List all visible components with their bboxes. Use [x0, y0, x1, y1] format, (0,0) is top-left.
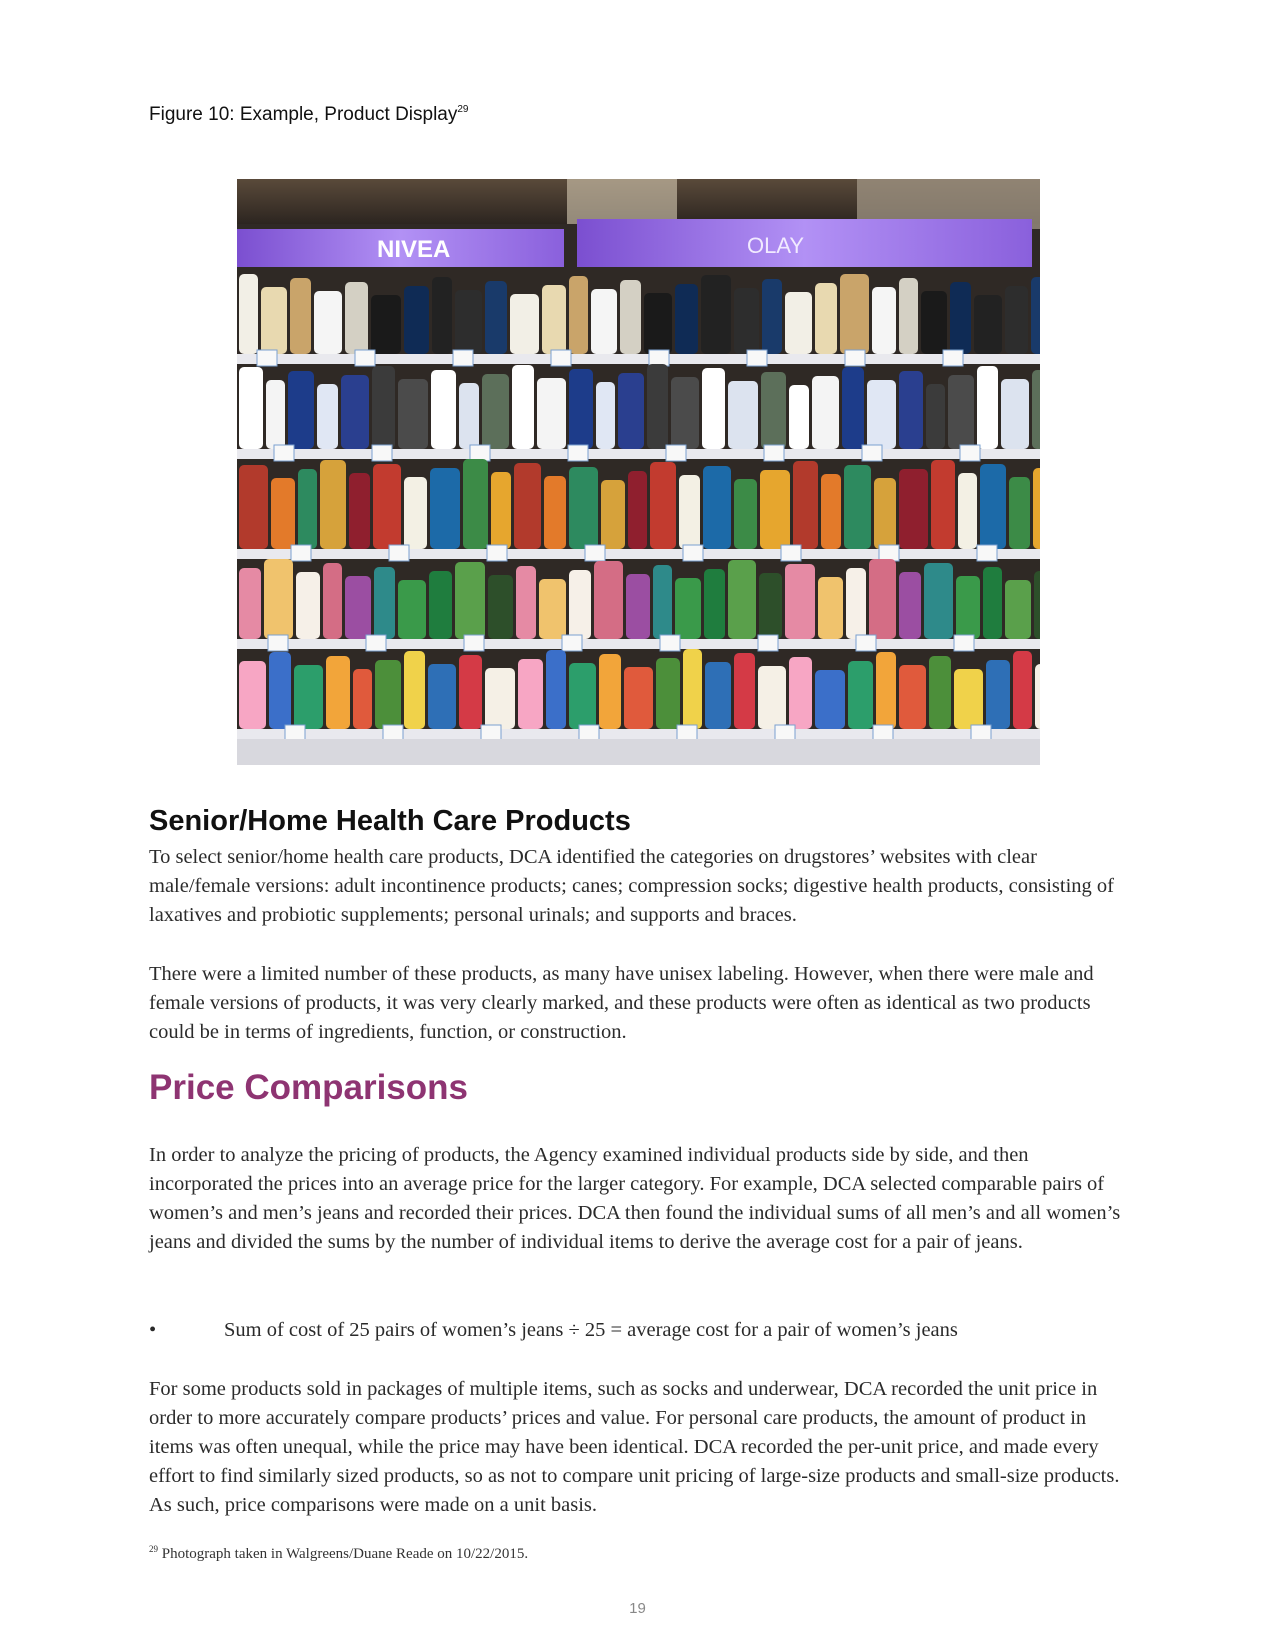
bullet-text: Sum of cost of 25 pairs of women’s jeans ÷ 25 = average cost for a pair of women’s jeans: [224, 1319, 958, 1341]
product-bottle: [294, 665, 323, 729]
product-bottle: [298, 469, 317, 549]
section-heading-senior-health: Senior/Home Health Care Products: [149, 805, 631, 837]
product-bottle: [653, 565, 672, 639]
product-bottle: [872, 287, 896, 354]
product-bottle: [512, 365, 534, 449]
product-bottle: [539, 579, 566, 639]
price-tag: [487, 545, 507, 561]
price-tag: [389, 545, 409, 561]
product-bottle: [842, 367, 864, 449]
product-bottle: [679, 475, 700, 549]
product-bottle: [239, 367, 263, 449]
product-bottle: [675, 284, 698, 354]
product-bottle: [599, 654, 621, 729]
price-tag: [372, 445, 392, 461]
product-bottle: [650, 462, 676, 549]
bullet-symbol: •: [149, 1319, 157, 1341]
product-bottle: [620, 280, 641, 354]
price-tag: [747, 350, 767, 366]
product-bottle: [704, 569, 725, 639]
product-bottle: [514, 463, 541, 549]
product-bottle: [874, 478, 896, 549]
product-bottle: [288, 371, 314, 449]
price-tag: [873, 725, 893, 741]
product-bottle: [404, 286, 429, 354]
product-bottle: [980, 464, 1006, 549]
price-tag: [683, 545, 703, 561]
product-bottle: [510, 294, 539, 354]
product-bottle: [974, 295, 1002, 354]
product-bottle: [821, 474, 841, 549]
product-bottle: [656, 658, 680, 729]
price-tag: [781, 545, 801, 561]
product-bottle: [848, 661, 873, 729]
product-bottle: [626, 574, 650, 639]
ceiling-light: [567, 179, 677, 224]
product-bottle: [812, 376, 839, 449]
product-bottle: [675, 578, 701, 639]
product-bottle: [921, 291, 947, 354]
product-bottle: [591, 289, 617, 354]
product-bottle: [728, 381, 758, 449]
product-bottle: [518, 659, 543, 729]
product-bottle: [986, 660, 1010, 729]
product-bottle: [789, 385, 809, 449]
product-bottle: [815, 670, 845, 729]
product-bottle: [372, 366, 395, 449]
section-heading-price-comparisons: Price Comparisons: [149, 1068, 468, 1107]
product-bottle: [373, 464, 401, 549]
product-bottle: [734, 479, 757, 549]
product-bottle: [542, 285, 566, 354]
product-bottle: [430, 468, 460, 549]
price-tag: [585, 545, 605, 561]
product-bottle: [899, 665, 926, 729]
product-bottle: [266, 380, 285, 449]
product-bottle: [701, 275, 731, 354]
sign-right: [577, 219, 1032, 267]
price-tag: [960, 445, 980, 461]
product-bottle: [644, 293, 672, 354]
product-bottle: [345, 282, 368, 354]
paragraph-senior-1: To select senior/home health care products, DCA identified the categories on drugstores’ websites with clear male/female versions: adult incontinence products; canes; compression socks; digestive health products, consisting of laxatives and probiotic supplements; personal urinals; and supports and braces.: [149, 846, 1114, 926]
product-bottle: [958, 473, 977, 549]
product-bottle: [455, 290, 482, 354]
product-bottle: [569, 663, 596, 729]
shelf-edge: [237, 729, 1040, 739]
product-bottle: [956, 576, 980, 639]
product-bottle: [846, 568, 866, 639]
price-tag: [879, 545, 899, 561]
product-bottle: [317, 384, 338, 449]
product-bottle: [261, 287, 287, 354]
product-bottle: [785, 564, 815, 639]
product-bottle: [544, 476, 566, 549]
product-bottle: [1005, 286, 1028, 354]
product-bottle: [314, 291, 342, 354]
price-tag: [666, 445, 686, 461]
product-bottle: [516, 566, 536, 639]
product-bottle: [1031, 277, 1040, 354]
product-bottle: [320, 460, 346, 549]
product-bottle: [264, 559, 293, 639]
product-bottle: [950, 282, 971, 354]
product-bottle: [929, 656, 951, 729]
product-bottle: [269, 652, 291, 729]
product-bottle: [1032, 370, 1040, 449]
product-bottle: [683, 649, 702, 729]
product-bottle: [618, 373, 644, 449]
product-bottle: [844, 465, 871, 549]
price-tag: [366, 635, 386, 651]
product-bottle: [758, 666, 786, 729]
price-tag: [355, 350, 375, 366]
product-bottle: [926, 384, 945, 449]
product-bottle: [1009, 477, 1030, 549]
product-bottle: [569, 276, 588, 354]
product-bottle: [569, 369, 593, 449]
price-tag: [257, 350, 277, 366]
product-bottle: [485, 281, 507, 354]
product-bottle: [948, 375, 974, 449]
product-bottle: [459, 383, 479, 449]
figure-caption: [149, 104, 469, 126]
sign-left-label: NIVEA: [377, 236, 451, 263]
product-bottle: [1001, 379, 1029, 449]
shelf-edge: [237, 449, 1040, 459]
product-bottle: [931, 460, 955, 549]
product-bottle: [594, 561, 623, 639]
product-bottle: [793, 461, 818, 549]
product-bottle: [239, 465, 268, 549]
product-bottle: [785, 292, 812, 354]
product-bottle: [271, 478, 295, 549]
product-bottle: [404, 651, 425, 729]
page-number: 19: [629, 1600, 646, 1617]
product-bottle: [876, 652, 896, 729]
product-bottle: [459, 655, 482, 729]
product-bottle: [899, 278, 918, 354]
price-tag: [856, 635, 876, 651]
product-bottle: [1035, 664, 1040, 729]
shelf-illustration: [237, 179, 1040, 765]
product-bottle: [398, 379, 428, 449]
product-bottle: [702, 368, 725, 449]
footnote-text: Photograph taken in Walgreens/Duane Reade on 10/22/2015.: [161, 1546, 529, 1562]
price-tag: [268, 635, 288, 651]
product-bottle: [349, 473, 370, 549]
price-tag: [470, 445, 490, 461]
footnote-reference: 29: [457, 104, 469, 115]
price-tag: [568, 445, 588, 461]
product-bottle: [375, 660, 401, 729]
product-bottle: [977, 366, 998, 449]
product-bottle: [596, 382, 615, 449]
price-tag: [649, 350, 669, 366]
product-bottle: [546, 650, 566, 729]
product-bottle: [734, 288, 759, 354]
product-bottle: [924, 563, 953, 639]
price-tag: [660, 635, 680, 651]
shelf-edge: [237, 639, 1040, 649]
price-tag: [285, 725, 305, 741]
product-bottle: [624, 667, 653, 729]
product-bottle: [537, 378, 566, 449]
product-bottle: [455, 562, 485, 639]
product-bottle: [899, 371, 923, 449]
product-bottle: [869, 559, 896, 639]
product-bottle: [899, 572, 921, 639]
price-tag: [551, 350, 571, 366]
product-bottle: [398, 580, 426, 639]
price-tag: [977, 545, 997, 561]
product-bottle: [1013, 651, 1032, 729]
price-tag: [464, 635, 484, 651]
price-tag: [845, 350, 865, 366]
product-bottle: [762, 279, 782, 354]
product-bottle: [463, 459, 488, 549]
product-bottle: [482, 374, 509, 449]
price-tag: [274, 445, 294, 461]
product-bottle: [485, 668, 515, 729]
shelf-edge: [237, 549, 1040, 559]
product-bottle: [705, 662, 731, 729]
price-tag: [481, 725, 501, 741]
product-bottle: [569, 467, 598, 549]
price-tag: [579, 725, 599, 741]
footnote: [149, 1544, 528, 1563]
price-tag: [453, 350, 473, 366]
product-bottle: [818, 577, 843, 639]
product-bottle: [353, 669, 372, 729]
product-bottle: [404, 477, 427, 549]
product-bottle: [431, 370, 456, 449]
product-bottle: [371, 295, 401, 354]
product-bottle: [954, 669, 983, 729]
product-bottle: [761, 372, 786, 449]
price-tag: [954, 635, 974, 651]
product-bottle: [840, 274, 869, 354]
product-bottle: [734, 653, 755, 729]
product-bottle: [296, 572, 320, 639]
product-bottle: [290, 278, 311, 354]
price-tag: [943, 350, 963, 366]
product-bottle: [628, 471, 647, 549]
product-bottle: [759, 573, 782, 639]
price-tag: [764, 445, 784, 461]
product-display-photo: [237, 179, 1040, 765]
product-bottle: [728, 560, 756, 639]
product-bottle: [983, 567, 1002, 639]
product-bottle: [601, 480, 625, 549]
product-bottle: [345, 576, 371, 639]
product-bottle: [867, 380, 896, 449]
product-bottle: [239, 661, 266, 729]
product-bottle: [1005, 580, 1031, 639]
product-bottle: [1034, 571, 1040, 639]
product-bottle: [703, 466, 731, 549]
price-tag: [971, 725, 991, 741]
product-bottle: [815, 283, 837, 354]
product-bottle: [341, 375, 369, 449]
price-tag: [383, 725, 403, 741]
price-tag: [862, 445, 882, 461]
product-bottle: [491, 472, 511, 549]
footnote-number: 29: [149, 1544, 158, 1554]
price-tag: [291, 545, 311, 561]
product-bottle: [432, 277, 452, 354]
price-tag: [758, 635, 778, 651]
product-bottle: [326, 656, 350, 729]
paragraph-price-2: For some products sold in packages of multiple items, such as socks and underwear, DCA recorded the unit price in order to more accurately compare products’ prices and value. For personal care products, the amount of product in items was often unequal, while the price may have been identical. DCA recorded the per-unit price, and made every effort to find similarly sized products, so as not to compare unit pricing of large-size products and small-size products. As such, price comparisons were made on a unit basis.: [149, 1378, 1120, 1516]
paragraph-senior-2: There were a limited number of these products, as many have unisex labeling. However, when there were male and female versions of products, it was very clearly marked, and these products were often as identical as two products could be in terms of ingredients, function, or construction.: [149, 963, 1094, 1043]
product-bottle: [428, 664, 456, 729]
product-bottle: [488, 575, 513, 639]
product-bottle: [374, 567, 395, 639]
paragraph-price-1: In order to analyze the pricing of products, the Agency examined individual products side by side, and then incorporated the prices into an average price for the larger category. For example, DCA selected comparable pairs of women’s and men’s jeans and recorded their prices. DCA then found the individual sums of all men’s and all women’s jeans and divided the sums by the number of individual items to derive the average cost for a pair of jeans.: [149, 1144, 1121, 1253]
product-bottle: [239, 568, 261, 639]
product-bottle: [899, 469, 928, 549]
price-tag: [775, 725, 795, 741]
price-tag: [562, 635, 582, 651]
figure-caption-text: Figure 10: Example, Product Display: [149, 104, 458, 125]
display-base: [237, 739, 1040, 765]
product-bottle: [239, 274, 258, 354]
product-bottle: [789, 657, 812, 729]
product-bottle: [760, 470, 790, 549]
price-tag: [677, 725, 697, 741]
sign-right-label: OLAY: [747, 233, 805, 258]
product-bottle: [647, 364, 668, 449]
product-bottle: [569, 570, 591, 639]
product-bottle: [323, 563, 342, 639]
product-bottle: [671, 377, 699, 449]
product-bottle: [1033, 468, 1040, 549]
product-bottle: [429, 571, 452, 639]
